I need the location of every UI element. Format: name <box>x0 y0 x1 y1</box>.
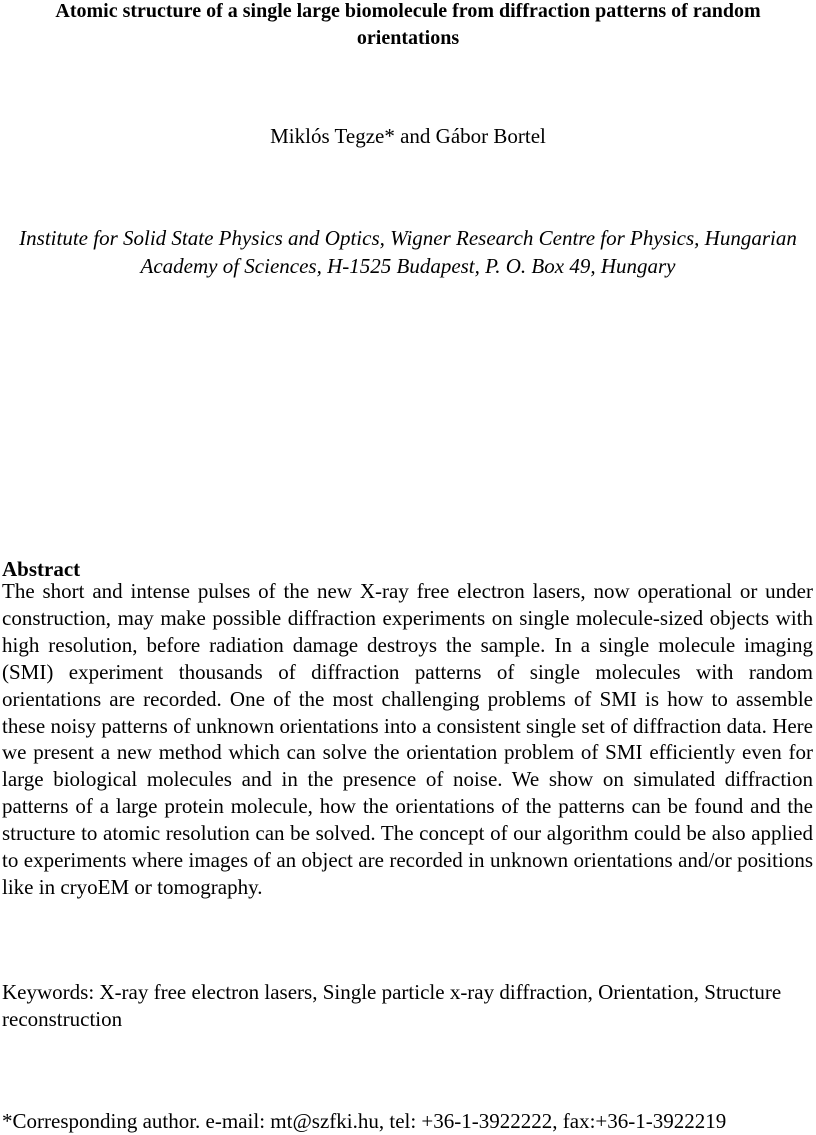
affiliation: Institute for Solid State Physics and Optics, Wigner Research Centre for Physics, Hungarian Academy of Sciences, H-1525 Budapest, P. O. Box 49, Hungary <box>19 226 797 278</box>
authors: Miklós Tegze* and Gábor Bortel <box>270 124 546 148</box>
corresponding-author-footnote: *Corresponding author. e-mail: mt@szfki.hu, tel: +36-1-3922222, fax:+36-1-3922219 <box>2 1109 727 1133</box>
abstract-text: The short and intense pulses of the new X-ray free electron lasers, now operational or under construction, may make possible diffraction experiments on single molecule-sized objects with high resolution, before radiation damage destroys the sample. In a single molecule imaging (SMI) experiment thousands of diffraction patterns of single molecules with random orientations are recorded. One of the most challenging problems of SMI is how to assemble these noisy patterns of unknown orientations into a consistent single set of diffraction data. Here we present a new method which can solve the orientation problem of SMI efficiently even for large biological molecules and in the presence of noise. We show on simulated diffraction patterns of a large protein molecule, how the orientations of the patterns can be found and the structure to atomic resolution can be solved. The concept of our algorithm could be also applied to experiments where images of an object are recorded in unknown orientations and/or positions like in cryoEM or tomography. <box>2 579 813 899</box>
abstract-heading: Abstract <box>2 557 81 581</box>
keywords: Keywords: X-ray free electron lasers, Single particle x-ray diffraction, Orientation, Structure reconstruction <box>2 980 782 1031</box>
paper-title: Atomic structure of a single large biomolecule from diffraction patterns of random orientations <box>55 0 761 49</box>
